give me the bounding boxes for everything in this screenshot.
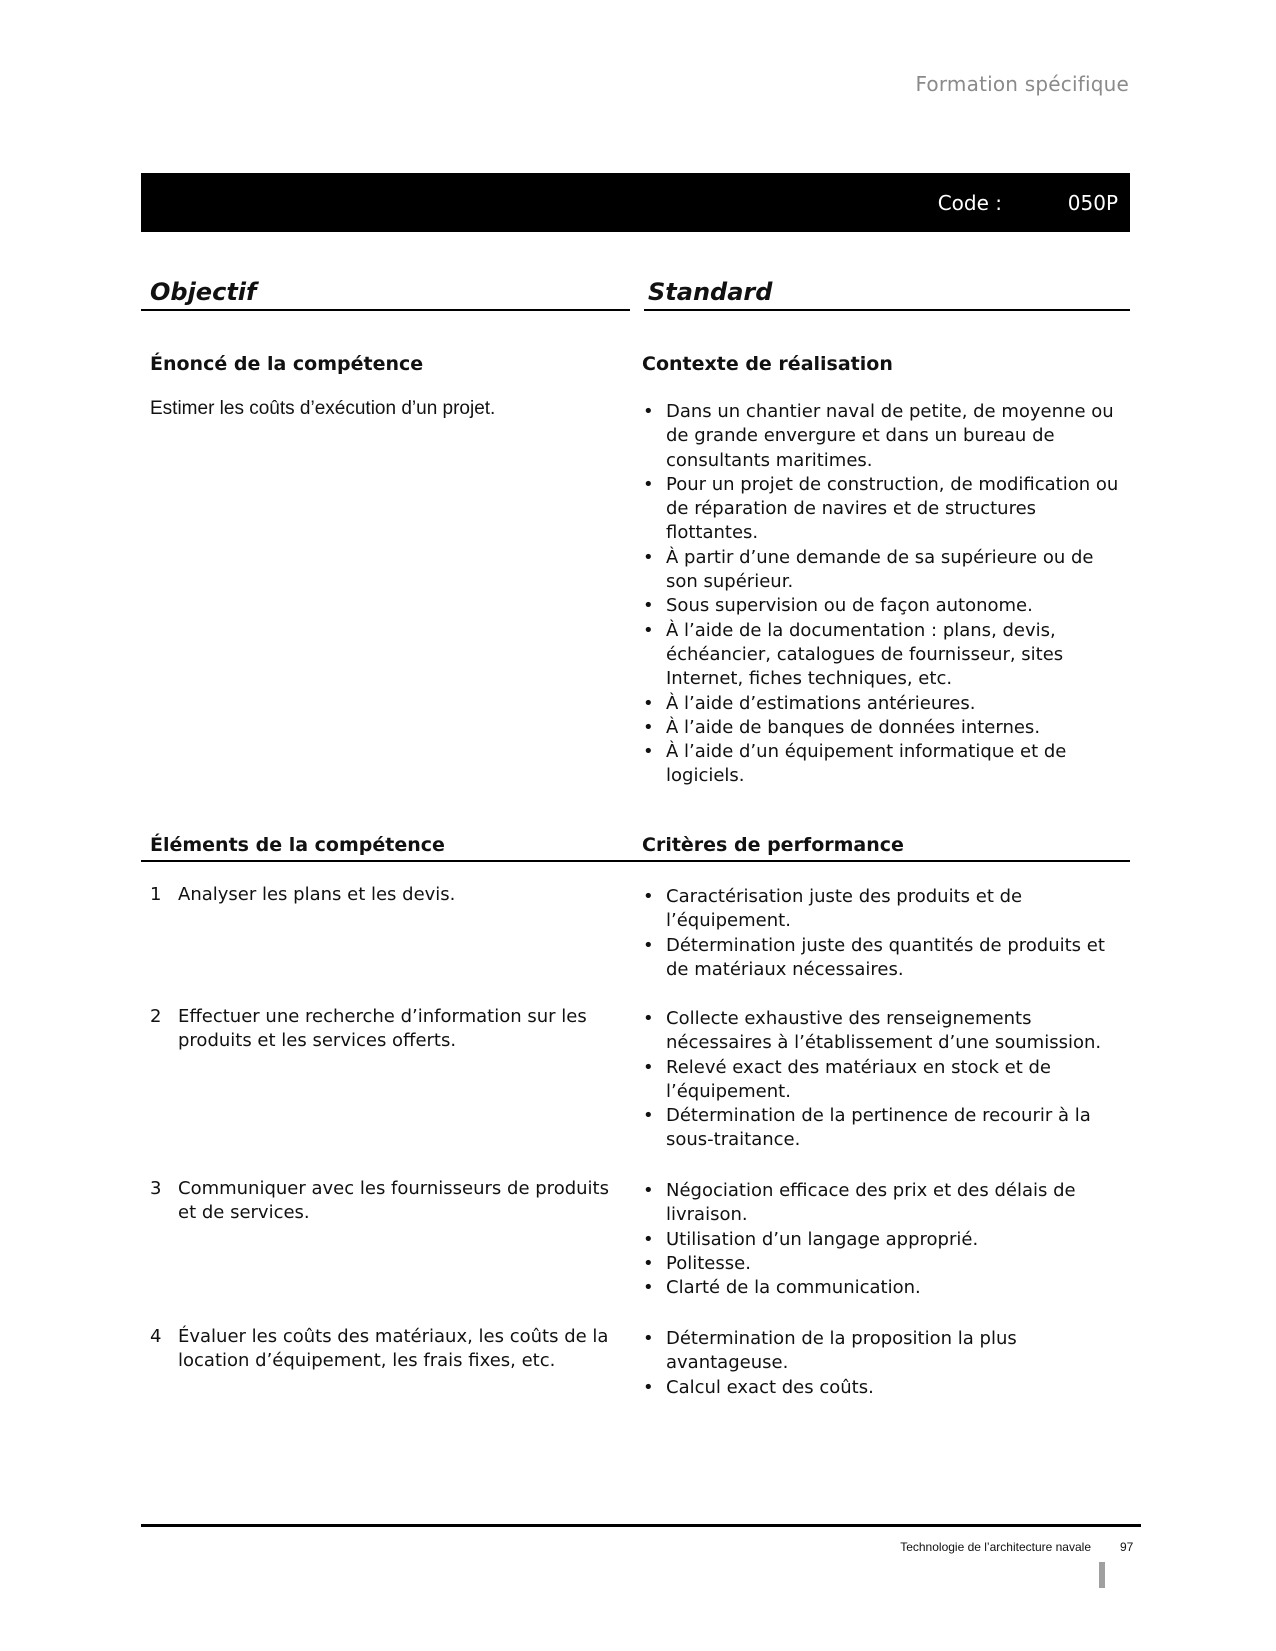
element-3: [150, 1177, 620, 1225]
elements-heading: Éléments de la compétence: [150, 834, 445, 856]
column-title-rule-left: [141, 309, 630, 311]
footer-rule: [141, 1524, 1141, 1527]
criterion-item: • Clarté de la communication.: [643, 1276, 1128, 1300]
contexte-item: • À l’aide de banques de données internes.: [643, 716, 1128, 740]
contexte-item: • À l’aide de la documentation : plans, devis, échéancier, catalogues de fournisseur, sites Internet, fiches techniques, etc.: [643, 619, 1128, 692]
criterion-item: • Relevé exact des matériaux en stock et de l’équipement.: [643, 1056, 1128, 1105]
code-value: 050P: [1067, 191, 1118, 215]
column-title-objectif: Objectif: [150, 278, 257, 306]
elements-rule: [141, 860, 1130, 862]
criteres-heading: Critères de performance: [642, 834, 904, 856]
element-number: 3: [150, 1178, 162, 1199]
element-2: [150, 1005, 620, 1053]
element-number: 1: [150, 884, 162, 905]
criteria-list-3: [643, 1179, 1128, 1300]
criteria-list-4: [643, 1327, 1128, 1400]
enonce-text: Estimer les coûts d’exécution d’un projet.: [150, 398, 496, 419]
element-text: Évaluer les coûts des matériaux, les coûts de la location d’équipement, les frais fixes, etc.: [178, 1326, 609, 1371]
page-marker: [1099, 1562, 1105, 1588]
criterion-item: • Détermination juste des quantités de produits et de matériaux nécessaires.: [643, 934, 1128, 983]
criterion-item: • Collecte exhaustive des renseignements nécessaires à l’établissement d’une soumission.: [643, 1007, 1128, 1056]
contexte-item: • À partir d’une demande de sa supérieure ou de son supérieur.: [643, 546, 1128, 595]
criterion-item: • Utilisation d’un langage approprié.: [643, 1228, 1128, 1252]
page-number: 97: [1120, 1540, 1134, 1554]
section-header: Formation spécifique: [915, 72, 1129, 96]
element-text: Effectuer une recherche d’information sur les produits et les services offerts.: [178, 1006, 587, 1051]
criterion-item: • Calcul exact des coûts.: [643, 1376, 1128, 1400]
criterion-item: • Négociation efficace des prix et des délais de livraison.: [643, 1179, 1128, 1228]
enonce-heading: Énoncé de la compétence: [150, 353, 424, 375]
element-1: [150, 883, 620, 907]
contexte-list: [643, 400, 1128, 789]
contexte-heading: Contexte de réalisation: [642, 353, 893, 375]
contexte-item: • À l’aide d’un équipement informatique et de logiciels.: [643, 740, 1128, 789]
criterion-item: • Caractérisation juste des produits et de l’équipement.: [643, 885, 1128, 934]
contexte-item: • Sous supervision ou de façon autonome.: [643, 594, 1128, 618]
criterion-item: • Détermination de la pertinence de recourir à la sous-traitance.: [643, 1104, 1128, 1153]
criteria-list-1: [643, 885, 1128, 982]
element-number: 4: [150, 1326, 162, 1347]
criteria-list-2: [643, 1007, 1128, 1153]
criterion-item: • Détermination de la proposition la plus avantageuse.: [643, 1327, 1128, 1376]
contexte-item: • À l’aide d’estimations antérieures.: [643, 692, 1128, 716]
element-number: 2: [150, 1006, 162, 1027]
code-label: Code :: [937, 191, 1002, 215]
contexte-item: • Pour un projet de construction, de modification ou de réparation de navires et de structures flottantes.: [643, 473, 1128, 546]
element-text: Analyser les plans et les devis.: [178, 884, 456, 905]
criterion-item: • Politesse.: [643, 1252, 1128, 1276]
code-bar: [141, 173, 1130, 232]
column-title-standard: Standard: [648, 278, 773, 306]
element-4: [150, 1325, 620, 1373]
contexte-item: • Dans un chantier naval de petite, de moyenne ou de grande envergure et dans un bureau de consultants maritimes.: [643, 400, 1128, 473]
element-text: Communiquer avec les fournisseurs de produits et de services.: [178, 1178, 609, 1223]
footer-title: Technologie de l’architecture navale: [900, 1540, 1091, 1554]
column-title-rule-right: [644, 309, 1130, 311]
